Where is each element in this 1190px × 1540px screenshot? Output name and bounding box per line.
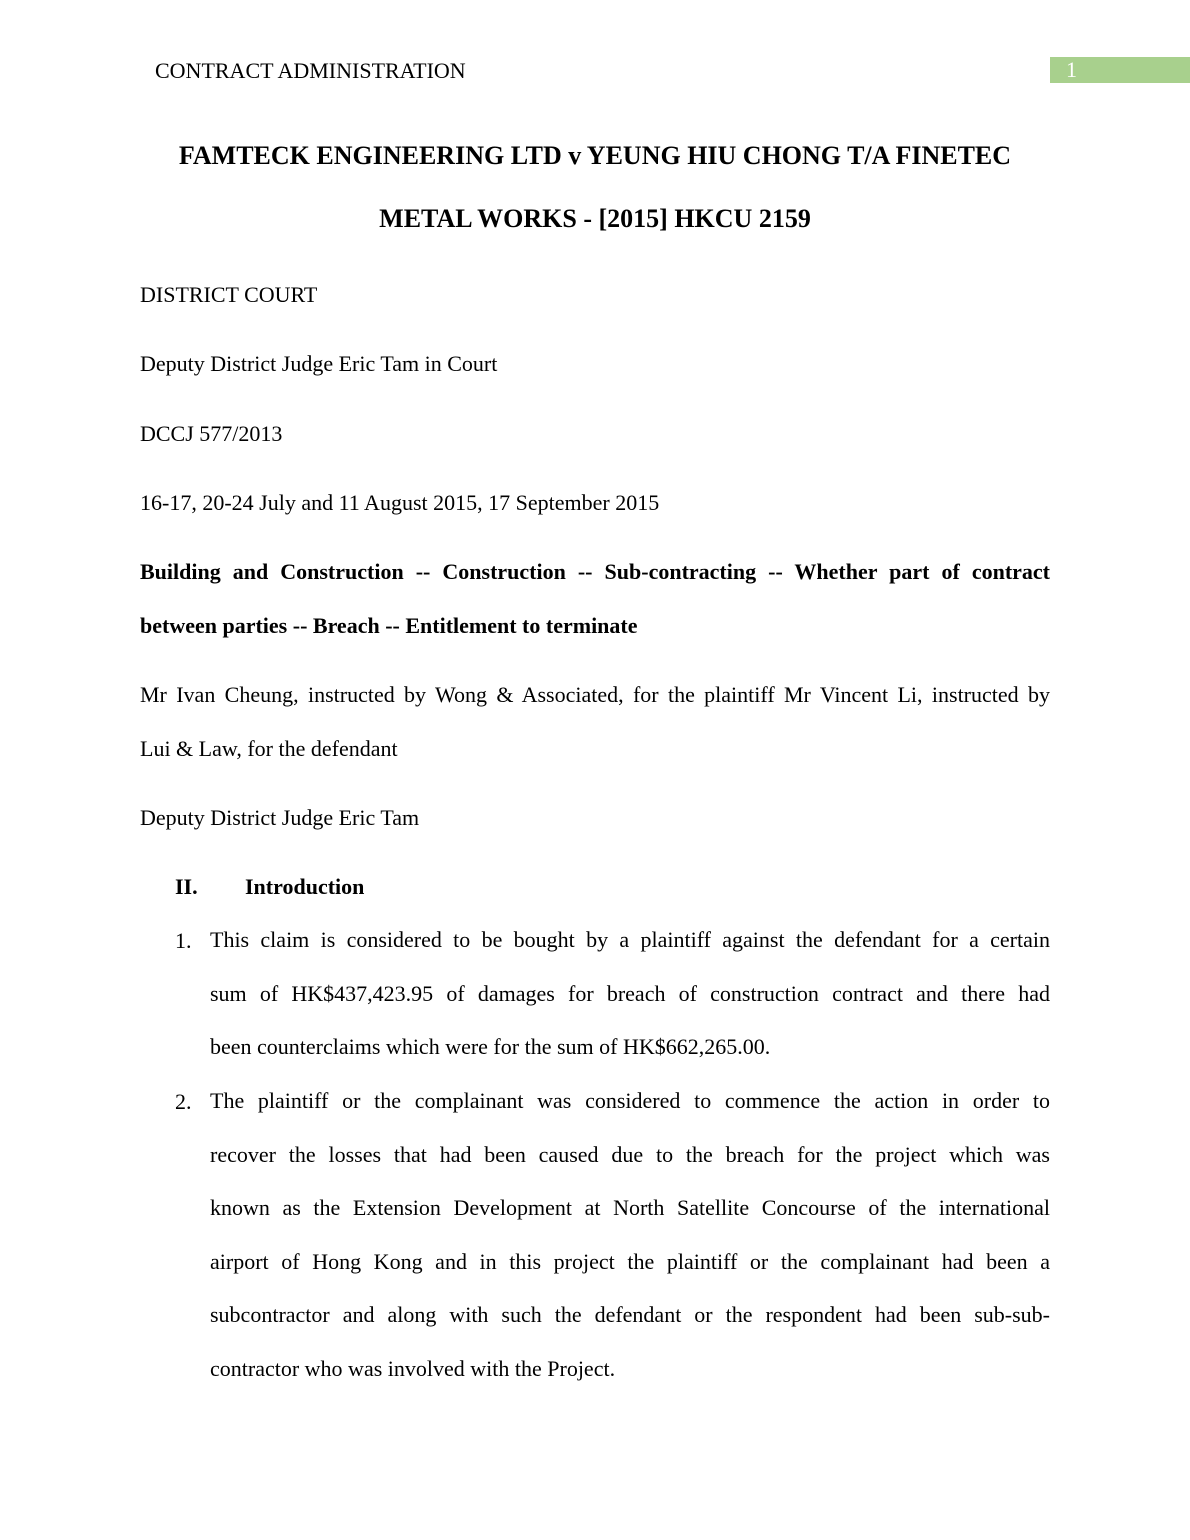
page-number-bar <box>1050 57 1190 83</box>
paragraph-line: subcontractor and along with such the defendant or the respondent had been sub-sub- <box>210 1302 1050 1328</box>
counsel-line-2: Lui & Law, for the defendant <box>140 736 398 761</box>
paragraph-line: The plaintiff or the complainant was considered to commence the action in order to <box>210 1088 1050 1113</box>
paragraph-line: This claim is considered to be bought by a plaintiff against the defendant for a certain <box>210 927 1050 952</box>
paragraph-line: sum of HK$437,423.95 of damages for breach of construction contract and there had <box>210 980 1050 1006</box>
judge-name: Deputy District Judge Eric Tam <box>140 805 420 830</box>
case-number: DCCJ 577/2013 <box>140 421 283 446</box>
page-number: 1 <box>1066 57 1077 82</box>
catchwords-line-2: between parties -- Breach -- Entitlement to terminate <box>140 613 638 638</box>
paragraph-line: been counterclaims which were for the sum of HK$662,265.00. <box>210 1034 771 1060</box>
section-heading: Introduction <box>245 874 365 899</box>
case-title-line-2: METAL WORKS - [2015] HKCU 2159 <box>379 204 811 233</box>
section-number: II. <box>175 874 198 899</box>
paragraph-line: known as the Extension Development at North Satellite Concourse of the international <box>210 1195 1050 1221</box>
catchwords-line-1: Building and Construction -- Construction -- Sub-contracting -- Whether part of contract <box>140 559 1050 584</box>
court-name: DISTRICT COURT <box>140 282 318 307</box>
running-header: CONTRACT ADMINISTRATION <box>155 58 466 83</box>
hearing-dates: 16-17, 20-24 July and 11 August 2015, 17 September 2015 <box>140 490 660 515</box>
paragraph-line: airport of Hong Kong and in this project the plaintiff or the complainant had been a <box>210 1248 1050 1274</box>
judge-line: Deputy District Judge Eric Tam in Court <box>140 351 498 376</box>
case-title-line-1: FAMTECK ENGINEERING LTD v YEUNG HIU CHONG T/A FINETEC <box>178 141 1012 170</box>
paragraph-number: 1. <box>175 928 192 953</box>
paragraph-line: recover the losses that had been caused due to the breach for the project which was <box>210 1141 1050 1167</box>
paragraph-line: contractor who was involved with the Project. <box>210 1355 616 1381</box>
paragraph-number: 2. <box>175 1089 192 1114</box>
counsel-line-1: Mr Ivan Cheung, instructed by Wong & Associated, for the plaintiff Mr Vincent Li, instructed by <box>140 682 1050 707</box>
